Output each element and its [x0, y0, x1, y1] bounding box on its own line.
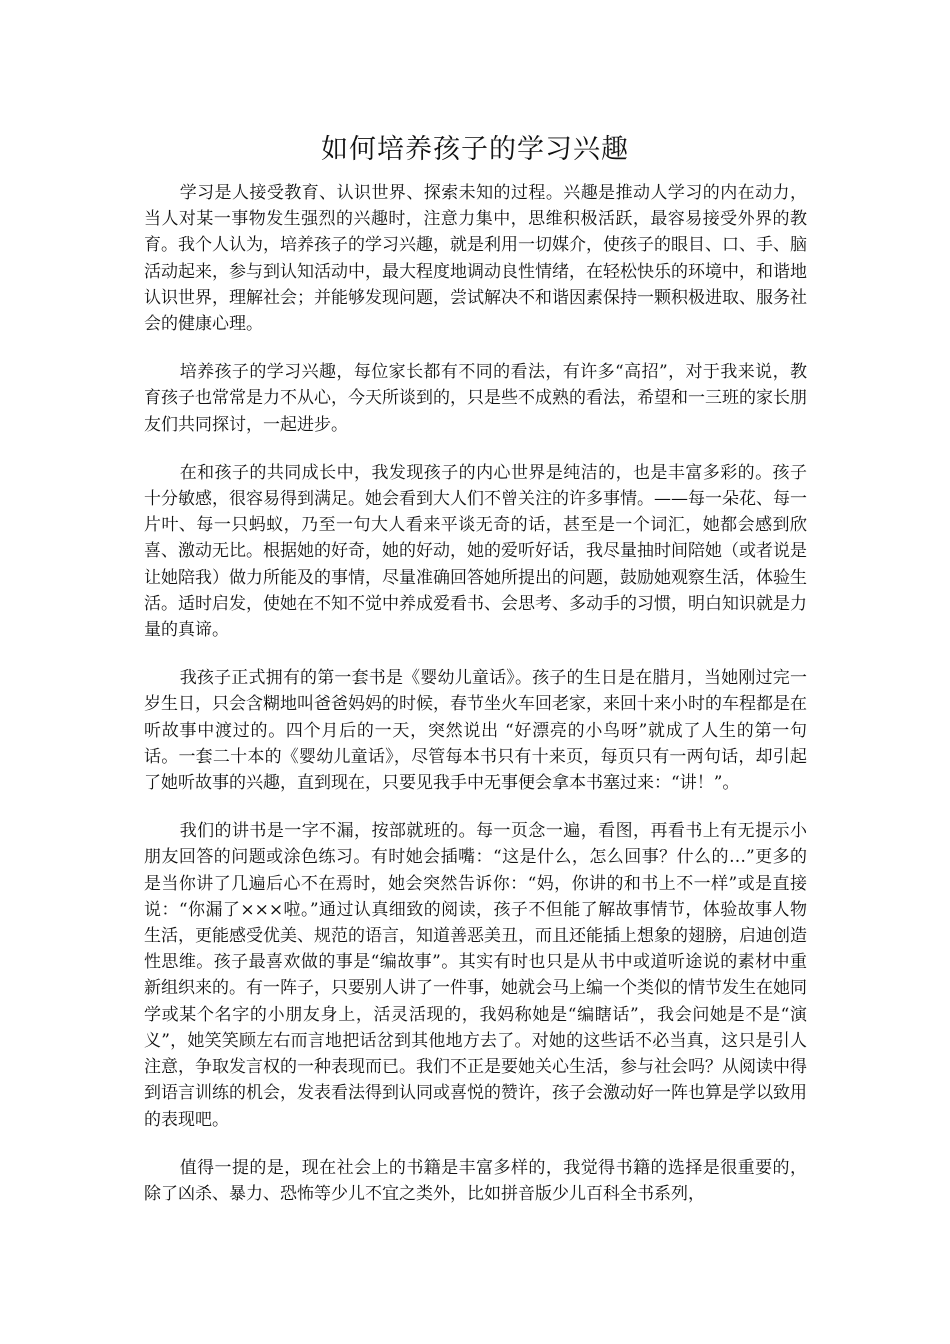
paragraph-2: 培养孩子的学习兴趣，每位家长都有不同的看法，有许多“高招”，对于我来说，教育孩子也常常是力不从心，今天所谈到的，只是些不成熟的看法，希望和一三班的家长朋友们共同探讨，一起进步。: [144, 362, 807, 435]
paragraph-5: 我们的讲书是一字不漏，按部就班的。每一页念一遍，看图，再看书上有无提示小朋友回答的问题或涂色练习。有时她会插嘴：“这是什么，怎么回事？什么的…”更多的是当你讲了几遍后心不在焉时，她会突然告诉你：“妈，你讲的和书上不一样”或是直接说：“你漏了×××啦。”通过认真细致的阅读，孩子不但能了解故事情节，体验故事人物生活，更能感受优美、规范的语言，知道善恶美丑，而且还能插上想象的翅膀，启迪创造性思维。孩子最喜欢做的事是“编故事”。其实有时也只是从书中或道听途说的素材中重新组织来的。有一阵子，只要别人讲了一件事，她就会马上编一个类似的情节发生在她同学或某个名字的小朋友身上，活灵活现的，我妈称她是“编瞎话”，我会问她是不是“演义”，她笑笑顾左右而言地把话岔到其他地方去了。对她的这些话不必当真，这只是引人注意，争取发言权的一种表现而已。我们不正是要她关心生活，参与社会吗？从阅读中得到语言训练的机会，发表看法得到认同或喜悦的赞许，孩子会激动好一阵也算是学以致用的表现吧。: [144, 821, 807, 1130]
paragraph-1: 学习是人接受教育、认识世界、探索未知的过程。兴趣是推动人学习的内在动力，当人对某一事物发生强烈的兴趣时，注意力集中，思维积极活跃，最容易接受外界的教育。我个人认为，培养孩子的学习兴趣，就是利用一切媒介，使孩子的眼目、口、手、脑活动起来，参与到认知活动中，最大程度地调动良性情绪，在轻松快乐的环境中，和谐地认识世界，理解社会；并能够发现问题，尝试解决不和谐因素保持一颗积极进取、服务社会的健康心理。: [144, 183, 807, 335]
paragraph-3: 在和孩子的共同成长中，我发现孩子的内心世界是纯洁的，也是丰富多彩的。孩子十分敏感，很容易得到满足。她会看到大人们不曾关注的许多事情。——每一朵花、每一片叶、每一只蚂蚁，乃至一句大人看来平谈无奇的话，甚至是一个词汇，她都会感到欣喜、激动无比。根据她的好奇，她的好动，她的爱听好话，我尽量抽时间陪她（或者说是让她陪我）做力所能及的事情，尽量准确回答她所提出的问题，鼓励她观察生活，体验生活。适时启发，使她在不知不觉中养成爱看书、会思考、多动手的习惯，明白知识就是力量的真谛。: [144, 462, 807, 641]
paragraph-6: 值得一提的是，现在社会上的书籍是丰富多样的，我觉得书籍的选择是很重要的，除了凶杀、暴力、恐怖等少儿不宜之类外，比如拼音版少儿百科全书系列，: [144, 1157, 807, 1204]
document-title: 如何培养孩子的学习兴趣: [321, 134, 629, 165]
document-body: [144, 180, 807, 1229]
paragraph-4: 我孩子正式拥有的第一套书是《婴幼儿童话》。孩子的生日是在腊月，当她刚过完一岁生日，只会含糊地叫爸爸妈妈的时候，春节坐火车回老家，来回十来小时的车程都是在听故事中渡过的。四个月后的一天，突然说出 “好漂亮的小鸟呀”就成了人生的第一句话。一套二十本的《婴幼儿童话》，尽管每本书只有十来页，每页只有一两句话，却引起了她听故事的兴趣，直到现在，只要见我手中无事便会拿本书塞过来：“讲！”。: [144, 668, 807, 794]
